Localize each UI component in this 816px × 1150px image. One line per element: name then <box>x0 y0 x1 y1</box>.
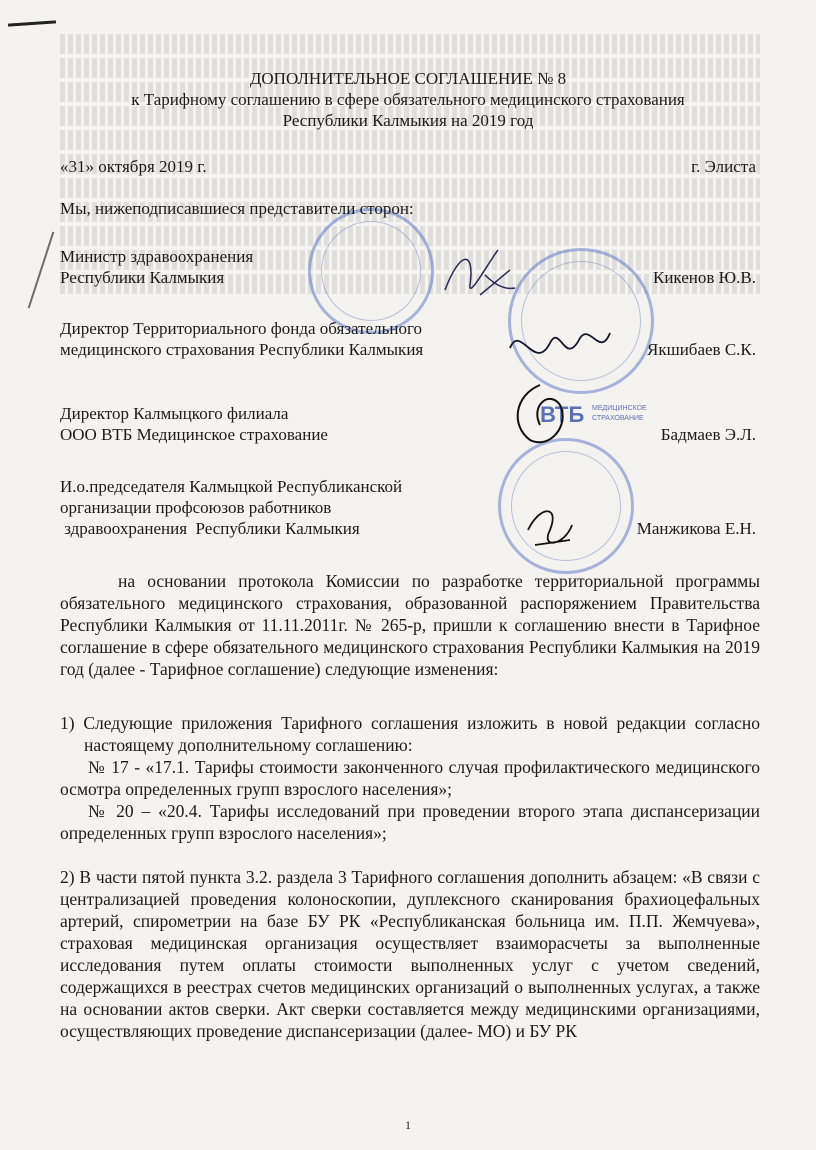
signatory-4-title-line-1: И.о.председателя Калмыцкой Республиканской <box>60 477 403 496</box>
signatory-2-title-line-1: Директор Территориального фонда обязательного <box>60 319 423 338</box>
body-paragraph-preamble: на основании протокола Комиссии по разработке территориальной программы обязательного медицинского страхования, образованной распоряжением Правительства Республики Калмыкия от 11.11.2011г. № 265-р, пришли к соглашению внести в Тарифное соглашение в сфере обязательного медицинского страхования Республики Калмыкия на 2019 год (далее - Тарифное соглашение) следующие изменения: <box>60 571 760 679</box>
signatory-2-name: Якшибаев С.К. <box>647 340 756 359</box>
signatory-1-title-line-2: Республики Калмыкия <box>60 268 225 287</box>
document-city: г. Элиста <box>691 157 756 176</box>
page-number: 1 <box>405 1118 411 1132</box>
signature-director-fund <box>505 318 615 378</box>
parties-intro: Мы, нижеподписавшиеся представители сторон: <box>60 199 414 218</box>
signatory-2-title-line-2: медицинского страхования Республики Калмыкия <box>60 340 424 359</box>
signature-minister <box>440 240 520 310</box>
body-item-1-appendix-17: № 17 - «17.1. Тарифы стоимости законченного случая профилактического медицинского осмотра определенных групп взрослого населения»; <box>60 757 760 799</box>
signatory-3-title-line-2: ООО ВТБ Медицинское страхование <box>60 425 328 444</box>
body-item-1: 1) Следующие приложения Тарифного соглашения изложить в новой редакции согласно настоящему дополнительному соглашению: <box>60 713 760 755</box>
signature-director-vtb <box>505 380 575 450</box>
signatory-4-name: Манжикова Е.Н. <box>636 519 756 538</box>
signature-union-chair <box>520 500 580 555</box>
document-subtitle-line-1: к Тарифному соглашению в сфере обязательного медицинского страхования <box>131 90 685 109</box>
margin-pen-mark <box>28 232 55 309</box>
signatory-4-title-line-3: здравоохранения Республики Калмыкия <box>60 519 360 538</box>
signatory-4-title-line-2: организации профсоюзов работников <box>60 498 332 517</box>
document-title: ДОПОЛНИТЕЛЬНОЕ СОГЛАШЕНИЕ № 8 <box>249 69 567 88</box>
vtb-logo-mark: ВТБ <box>540 402 585 427</box>
document-subtitle-line-2: Республики Калмыкия на 2019 год <box>282 111 534 130</box>
corner-pen-mark <box>8 20 56 26</box>
vtb-logo-text: МЕДИЦИНСКОЕ СТРАХОВАНИЕ <box>592 405 647 422</box>
body-item-2: 2) В части пятой пункта 3.2. раздела 3 Тарифного соглашения дополнить абзацем: «В связи с централизацией проведения колоноскопии, дуплексного сканирования брахиоцефальных артерий, спирометрии на базе БУ РК «Республиканская больница им. П.П. Жемчуева», страховая медицинская организация осуществляет взаиморасчеты за выполненные исследования путем оплаты стоимости выполненных услуг с учетом сведений, содержащихся в реестрах счетов медицинских организаций о выполненных услугах, а также на основании актов сверки. Акт сверки составляется между медицинскими организациями, осуществляющих проведение диспансеризации (далее- МО) и БУ РК <box>60 867 760 1041</box>
signatory-1-name: Кикенов Ю.В. <box>652 268 756 287</box>
signatory-3-title-line-1: Директор Калмыцкого филиала <box>60 404 289 423</box>
body-item-1-appendix-20: № 20 – «20.4. Тарифы исследований при проведении второго этапа диспансеризации определенных групп взрослого населения»; <box>60 801 760 843</box>
signatory-3-name: Бадмаев Э.Л. <box>660 425 756 444</box>
signatory-1-title-line-1: Министр здравоохранения <box>60 247 254 266</box>
document-date: «31» октября 2019 г. <box>60 157 207 176</box>
ministry-seal-stamp <box>308 208 434 334</box>
